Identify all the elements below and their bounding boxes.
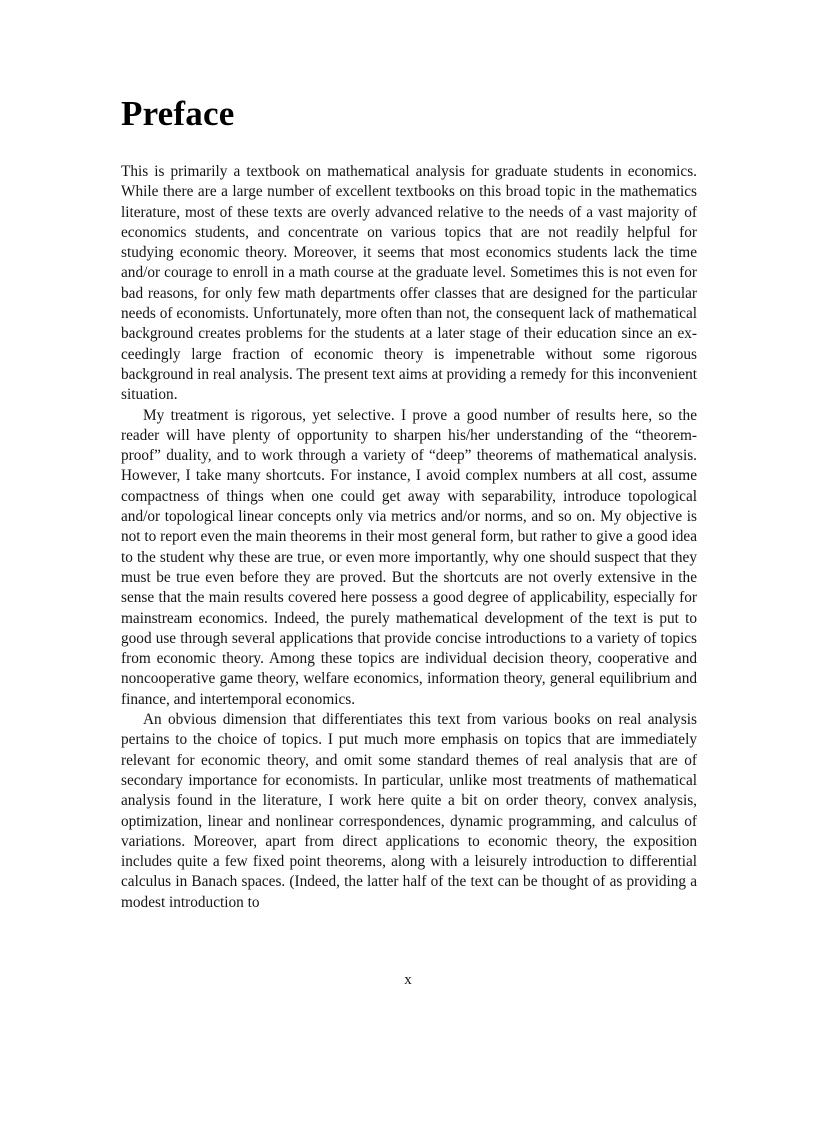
paragraph-1: This is primarily a textbook on mathematical analysis for graduate students in economics. While there are a large number of excellent textbooks on this broad topic in the mathematics literature, most of these texts are overly advanced relative to the needs of a vast majority of economics students, and concentrate on various topics that are not readily helpful for studying economic theory. Moreover, it seems that most economics students lack the time and/or courage to enroll in a math course at the graduate level. Sometimes this is not even for bad reasons, for only few math departments offer classes that are designed for the particular needs of economists. Unfortunately, more often than not, the consequent lack of mathematical background creates problems for the students at a later stage of their education since an exceedingly large fraction of economic theory is impenetrable without some rigorous background in real analysis. The present text aims at providing a remedy for this inconvenient situation.	[121, 163, 697, 404]
page-number: x	[404, 972, 412, 988]
paragraph-2: My treatment is rigorous, yet selective. I prove a good number of results here, so the reader will have plenty of opportunity to sharpen his/her understanding of the “theorem-proof” duality, and to work through a variety of “deep” theorems of mathematical analysis. However, I take many shortcuts. For instance, I avoid complex numbers at all cost, assume compactness of things when one could get away with separability, introduce topological and/or topological linear concepts only via metrics and/or norms, and so on. My objective is not to report even the main theorems in their most general form, but rather to give a good idea to the student why these are true, or even more importantly, why one should suspect that they must be true even before they are proved. But the shortcuts are not overly extensive in the sense that the main results covered here possess a good degree of applicability, especially for mainstream economics. Indeed, the purely mathematical development of the text is put to good use through several applications that provide concise introductions to a variety of topics from economic theory. Among these topics are individual decision theory, cooperative and noncooperative game theory, welfare economics, information theory, general equilibrium and finance, and intertemporal economics.	[121, 406, 697, 708]
paragraph-3: An obvious dimension that differentiates this text from various books on real analysis pertains to the choice of topics. I put much more emphasis on topics that are immediately relevant for economic theory, and omit some standard themes of real analysis that are of secondary importance for economists. In particular, unlike most treatments of mathematical analysis found in the literature, I work here quite a bit on order theory, convex analysis, optimization, linear and nonlinear correspondences, dynamic programming, and calculus of variations. Moreover, apart from direct applications to economic theory, the exposition includes quite a few fixed point theorems, along with a leisurely introduction to differential calculus in Banach spaces. (Indeed, the latter half of the text can be thought of as providing a modest introduction to	[121, 711, 697, 911]
preface-body	[121, 162, 697, 913]
page-title: Preface	[121, 94, 235, 133]
